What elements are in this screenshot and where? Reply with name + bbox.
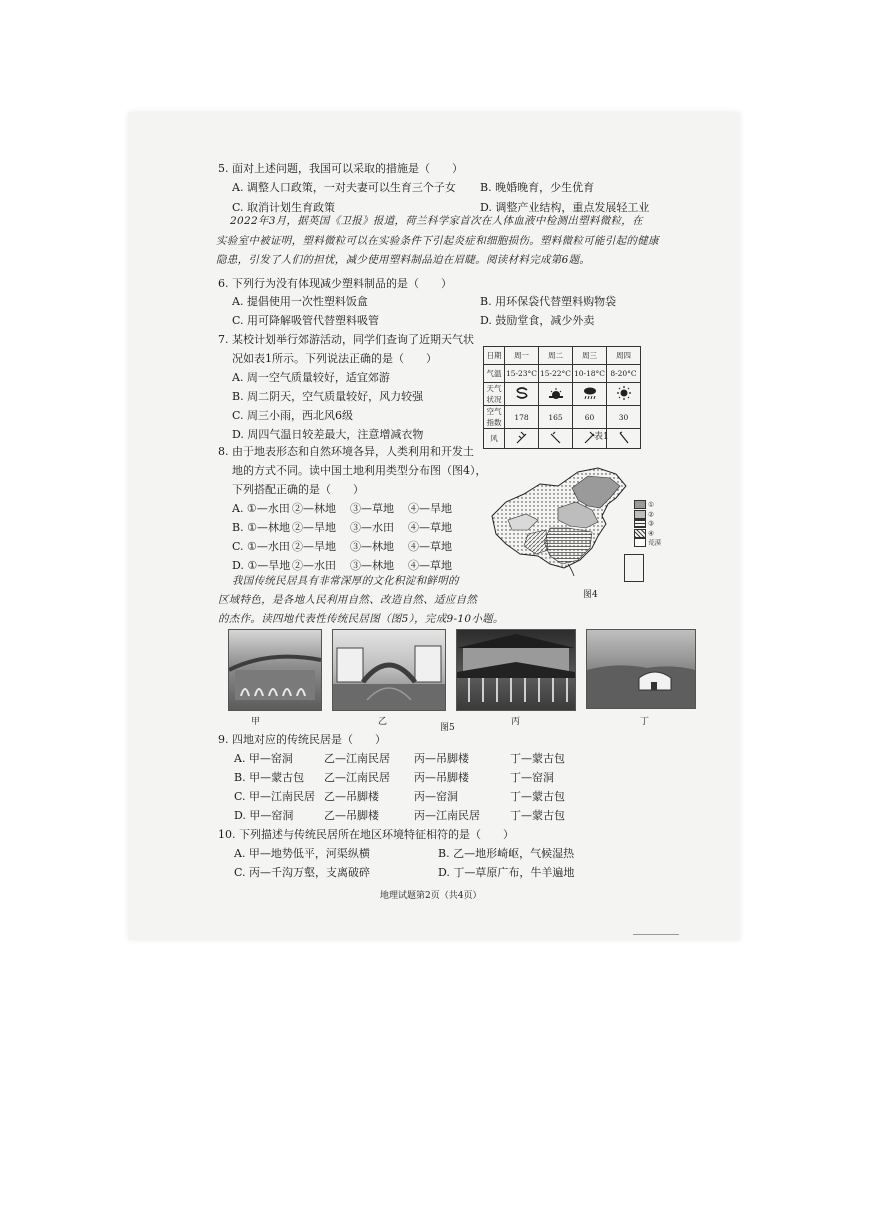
temp-cell: 8-20°C: [607, 365, 641, 383]
photo-cave-dwelling: [228, 629, 322, 711]
q6-option-b: B. 用环保袋代替塑料购物袋: [480, 295, 617, 308]
photo-label-bing: 丙: [511, 717, 521, 727]
aqi-cell: 60: [573, 406, 607, 429]
q10-stem: 10. 下列描述与传统民居所在地区环境特征相符的是（ ）: [218, 828, 514, 841]
photo-label-yi: 乙: [378, 717, 388, 727]
q8-stem-line2: 地的方式不同。读中国土地利用类型分布图（图4），: [232, 464, 487, 477]
q7-stem-line2: 况如表1所示。下列说法正确的是（ ）: [232, 352, 437, 365]
cloudy-sun-icon: [547, 386, 565, 400]
jiangnan-image: [333, 630, 445, 710]
aqi-cell: 165: [539, 406, 573, 429]
aqi-label: 空气指数: [484, 406, 505, 429]
table-header-wed: 周三: [573, 347, 607, 365]
page-footer: 地理试题第2页（共4页）: [380, 891, 482, 901]
q6-option-d: D. 鼓励堂食，减少外卖: [480, 314, 595, 327]
q7-stem-line1: 7. 某校计划举行郊游活动，同学们查询了近期天气状: [218, 333, 474, 346]
typhoon-icon: [514, 386, 530, 400]
passage9-line2: 区域特色，是各地人民利用自然、改造自然、适应自然: [218, 594, 478, 606]
q8-stem-line1: 8. 由于地表形态和自然环境各异，人类利用和开发土: [218, 445, 474, 458]
q7-option-b: B. 周二阴天，空气质量较好，风力较强: [232, 390, 424, 403]
q7-option-a: A. 周一空气质量较好，适宜郊游: [232, 371, 390, 384]
wind-label: 风: [484, 429, 505, 449]
sunny-icon: [616, 386, 632, 400]
table-header-thu: 周四: [607, 347, 641, 365]
wind-barb-icon: [548, 431, 564, 445]
weather-label: 天气状况: [484, 383, 505, 406]
q9-option-d: D. 甲—窑洞 乙—吊脚楼 丙—江南民居 丁—蒙古包: [234, 809, 565, 822]
wind-cell: [505, 429, 539, 449]
table-header-tue: 周二: [539, 347, 573, 365]
legend-item: 荒漠: [648, 538, 662, 547]
q8-option-b: B. ①—林地 ②—旱地 ③—水田 ④—草地: [232, 521, 452, 534]
wind-cell: [607, 429, 641, 449]
photo-label-jia: 甲: [251, 717, 261, 727]
passage6-line2: 实验室中被证明，塑料微粒可以在实验条件下引起炎症和细胞损伤。塑料微粒可能引起的健康: [216, 235, 659, 247]
table-header-date: 日期: [484, 347, 505, 365]
legend-item: ③: [648, 519, 654, 528]
q9-option-a: A. 甲—窑洞 乙—江南民居 丙—吊脚楼 丁—蒙古包: [234, 752, 565, 765]
divider: [633, 934, 679, 935]
temp-cell: 10-18°C: [573, 365, 607, 383]
q8-option-d: D. ①—旱地 ②—水田 ③—林地 ④—草地: [232, 559, 452, 572]
passage6-line1: 2022年3月，据英国《卫报》报道，荷兰科学家首次在人体血液中检测出塑料微粒，在: [230, 215, 643, 227]
q10-option-b: B. 乙—地形崎岖，气候湿热: [438, 847, 575, 860]
q9-stem: 9. 四地对应的传统民居是（ ）: [218, 733, 386, 746]
q6-stem: 6. 下列行为没有体现减少塑料制品的是（ ）: [218, 277, 452, 290]
q5-option-b: B. 晚婚晚育，少生优育: [480, 181, 595, 194]
china-land-use-map: [488, 464, 638, 582]
q5-stem: 5. 面对上述问题，我国可以采取的措施是（ ）: [218, 162, 463, 175]
photo-yurt: [586, 629, 696, 709]
stilt-house-image: [457, 630, 575, 710]
q8-option-c: C. ①—水田 ②—旱地 ③—林地 ④—草地: [232, 540, 452, 553]
passage9-line1: 我国传统民居具有非常深厚的文化积淀和鲜明的: [232, 575, 459, 587]
photo-stilt-house: [456, 629, 576, 711]
weather-cell: [505, 383, 539, 406]
cave-dwelling-image: [229, 630, 321, 710]
passage6-line3: 隐患，引发了人们的担忧，减少使用塑料制品迫在眉睫。阅读材料完成第6题。: [216, 254, 591, 266]
q6-option-c: C. 用可降解吸管代替塑料吸管: [232, 314, 380, 327]
weather-table: [483, 346, 641, 449]
table-header-mon: 周一: [505, 347, 539, 365]
q6-option-a: A. 提倡使用一次性塑料饭盒: [232, 295, 368, 308]
q5-option-d: D. 调整产业结构，重点发展轻工业: [480, 201, 650, 214]
fig5-caption: 图5: [440, 723, 455, 733]
temp-cell: 15-23°C: [505, 365, 539, 383]
rain-icon: [581, 386, 599, 400]
yurt-image: [587, 630, 695, 708]
south-china-sea-inset: [624, 554, 644, 582]
wind-cell: [539, 429, 573, 449]
q10-option-d: D. 丁—草原广布，牛羊遍地: [438, 866, 575, 879]
q8-stem-line3: 下列搭配正确的是（ ）: [232, 483, 364, 496]
q9-option-c: C. 甲—江南民居 乙—吊脚楼 丙—窑洞 丁—蒙古包: [234, 790, 565, 803]
temp-cell: 15-22°C: [539, 365, 573, 383]
q5-option-a: A. 调整人口政策，一对夫妻可以生育三个子女: [232, 181, 456, 194]
legend-item: ②: [648, 510, 654, 518]
temp-label: 气温: [484, 365, 505, 383]
weather-cell: [539, 383, 573, 406]
passage9-line3: 的杰作。读四地代表性传统民居图（图5），完成9-10小题。: [218, 613, 504, 625]
wind-barb-icon: [616, 431, 632, 445]
q5-option-c: C. 取消计划生育政策: [232, 201, 336, 214]
q10-option-a: A. 甲—地势低平，河渠纵横: [234, 847, 370, 860]
q9-option-b: B. 甲—蒙古包 乙—江南民居 丙—吊脚楼 丁—窑洞: [234, 771, 554, 784]
q8-option-a: A. ①—水田 ②—林地 ③—草地 ④—旱地: [232, 502, 452, 515]
q7-option-d: D. 周四气温日较差最大，注意增减衣物: [232, 428, 424, 441]
map4-caption: 图4: [583, 590, 598, 600]
map-legend: [634, 500, 661, 548]
photo-jiangnan-house: [332, 629, 446, 711]
weather-cell: [607, 383, 641, 406]
weather-cell: [573, 383, 607, 406]
aqi-cell: 178: [505, 406, 539, 429]
exam-page: [128, 112, 740, 940]
legend-item: ④: [648, 529, 654, 537]
table1-caption: 表1: [594, 432, 609, 442]
wind-barb-icon: [514, 431, 530, 445]
aqi-cell: 30: [607, 406, 641, 429]
q10-option-c: C. 丙—千沟万壑，支离破碎: [234, 866, 371, 879]
q7-option-c: C. 周三小雨，西北风6级: [232, 409, 354, 422]
photo-label-ding: 丁: [640, 717, 650, 727]
legend-item: ①: [648, 500, 654, 509]
